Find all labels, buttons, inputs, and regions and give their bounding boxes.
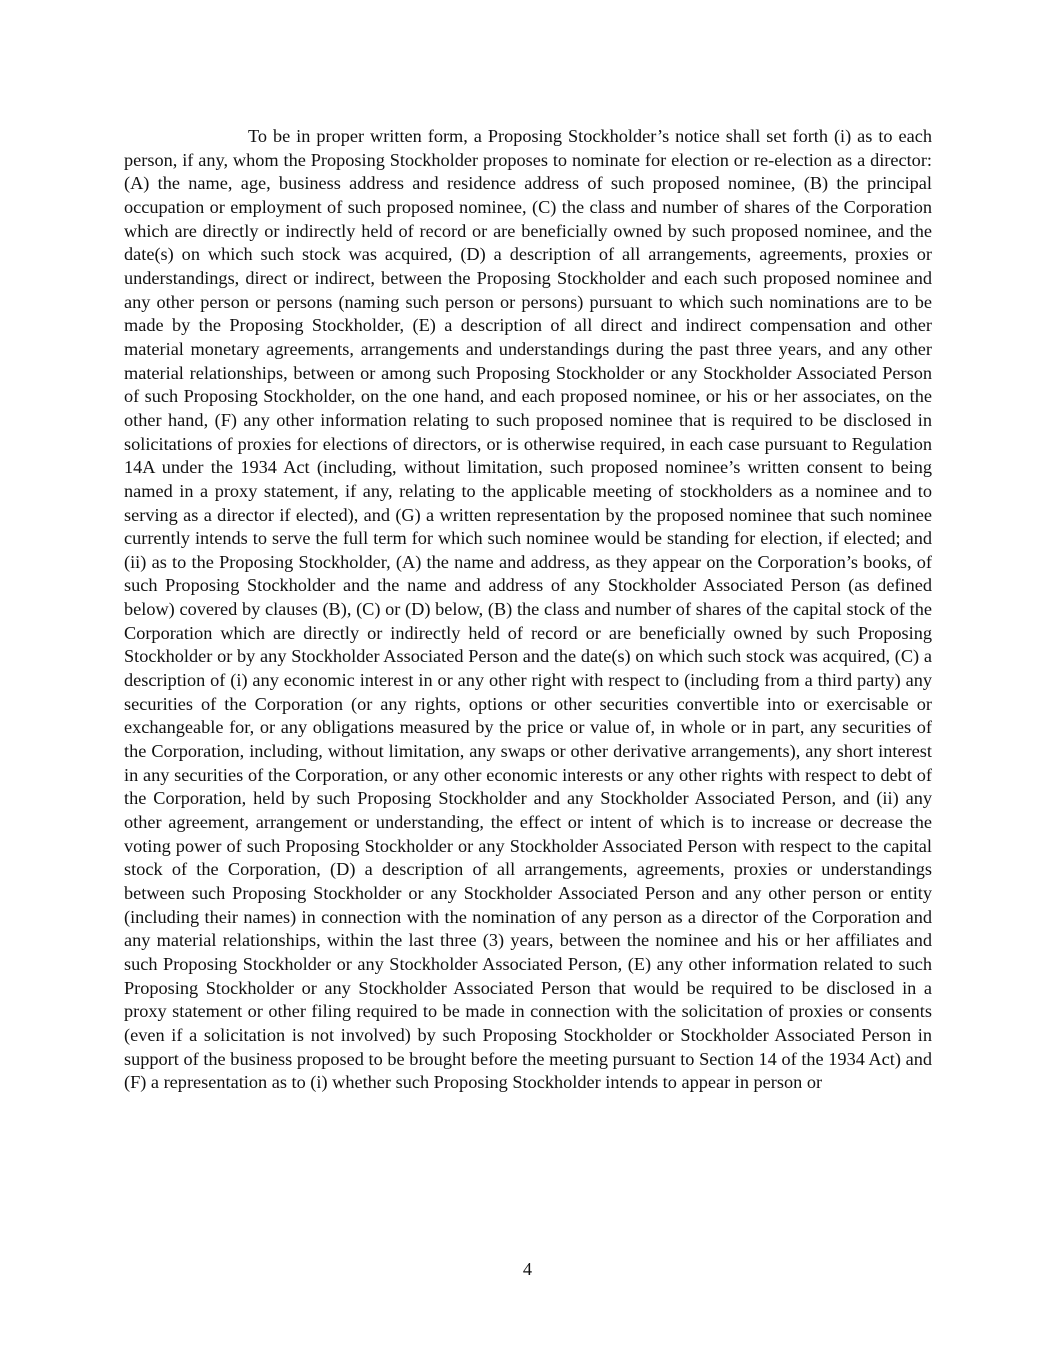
page-number: 4 bbox=[522, 1259, 533, 1279]
body-paragraph: To be in proper written form, a Proposing Stockholder’s notice shall set forth (i) as to each person, if any, whom the Proposing Stockholder proposes to nominate for election or re-election as a director: (A) the name, age, business address and residence address of such proposed nominee, (B) the principal occupation or employment of such proposed nominee, (C) the class and number of shares of the Corporation which are directly or indirectly held of record or are beneficially owned by such proposed nominee, and the date(s) on which such stock was acquired, (D) a description of all arrangements, agreements, proxies or understandings, direct or indirect, between the Proposing Stockholder and each such proposed nominee and any other person or persons (naming such person or persons) pursuant to which such nominations are to be made by the Proposing Stockholder, (E) a description of all direct and indirect compensation and other material monetary agreements, arrangements and understandings during the past three years, and any other material relationships, between or among such Proposing Stockholder or any Stockholder Associated Person of such Proposing Stockholder, on the one hand, and each proposed nominee, or his or her associates, on the other hand, (F) any other information relating to such proposed nominee that is required to be disclosed in solicitations of proxies for elections of directors, or is otherwise required, in each case pursuant to Regulation 14A under the 1934 Act (including, without limitation, such proposed nominee’s written consent to being named in a proxy statement, if any, relating to the applicable meeting of stockholders as a nominee and to serving as a director if elected), and (G) a written representation by the proposed nominee that such nominee currently intends to serve the full term for which such nominee would be standing for election, if elected; and (ii) as to the Proposing Stockholder, (A) the name and address, as they appear on the Corporation’s books, of such Proposing Stockholder and the name and address of any Stockholder Associated Person (as defined below) covered by clauses (B), (C) or (D) below, (B) the class and number of shares of the capital stock of the Corporation which are directly or indirectly held of record or are beneficially owned by such Proposing Stockholder or by any Stockholder Associated Person and the date(s) on which such stock was acquired, (C) a description of (i) any economic interest in or any other right with respect to (including from a third party) any securities of the Corporation (or any rights, options or other securities convertible into or exercisable or exchangeable for, or any obligations measured by the price or value of, in whole or in part, any securities of the Corporation, including, without limitation, any swaps or other derivative arrangements), any short interest in any securities of the Corporation, or any other economic interests or any other rights with respect to debt of the Corporation, held by such Proposing Stockholder and any Stockholder Associated Person, and (ii) any other agreement, arrangement or understanding, the effect or intent of which is to increase or decrease the voting power of such Proposing Stockholder or any Stockholder Associated Person with respect to the capital stock of the Corporation, (D) a description of all arrangements, agreements, proxies or understandings between such Proposing Stockholder or any Stockholder Associated Person and any other person or entity (including their names) in connection with the nomination of any person as a director of the Corporation and any material relationships, within the last three (3) years, between the nominee and his or her affiliates and such Proposing Stockholder or any Stockholder Associated Person, (E) any other information related to such Proposing Stockholder or any Stockholder Associated Person that would be required to be disclosed in a proxy statement or other filing required to be made in connection with the solicitation of proxies or consents (even if a solicitation is not involved) by such Proposing Stockholder or Stockholder Associated Person in support of the business proposed to be brought before the meeting pursuant to Section 14 of the 1934 Act) and (F) a representation as to (i) whether such Proposing Stockholder intends to appear in person or bbox=[124, 126, 932, 1093]
